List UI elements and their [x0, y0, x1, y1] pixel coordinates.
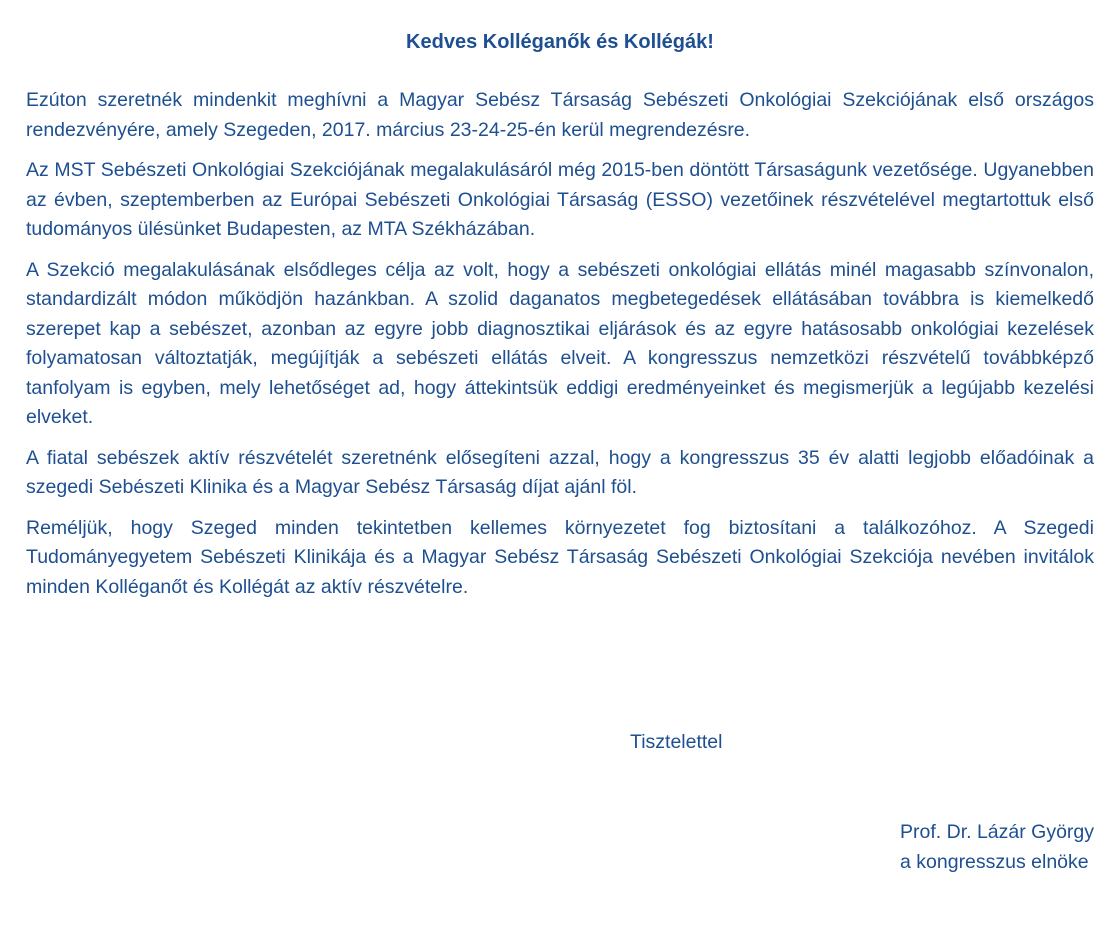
letter-greeting: Kedves Kolléganők és Kollégák!: [406, 31, 714, 53]
letter-paragraph-goals: A Szekció megalakulásának elsődleges célja az volt, hogy a sebészeti onkológiai ellátás minél magasabb színvonalon, standardizált módon működjön hazánkban. A szolid daganatos megbetegedések ellátásában továbbra is kiemelkedő szerepet kap a sebészet, azonban az egyre jobb diagnosztikai eljárások és az egyre hatásosabb onkológiai kezelések folyamatosan változtatják, megújítják a sebészeti ellátás elveit. A kongresszus nemzetközi részvételű továbbképző tanfolyam is egyben, mely lehetőséget ad, hogy áttekintsük eddigi eredményeinket és megismerjük a legújabb kezelési elveket.: [26, 258, 1094, 428]
signature-name: Prof. Dr. Lázár György: [900, 821, 1094, 843]
letter-paragraph-history: Az MST Sebészeti Onkológiai Szekciójának megalakulásáról még 2015-ben döntött Társaságunk vezetősége. Ugyanebben az évben, szeptemberben az Európai Sebészeti Onkológiai Társaság (ESSO) vezetőinek részvételével megtartottuk első tudományos ülésünket Budapesten, az MTA Székházában.: [26, 159, 1094, 240]
letter-signature: [900, 818, 1094, 877]
letter-paragraph-young-surgeons: A fiatal sebészek aktív részvételét szeretnénk elősegíteni azzal, hogy a kongresszus 35 év alatti legjobb előadóinak a szegedi Sebészeti Klinika és a Magyar Sebész Társaság díjat ajánl föl.: [26, 446, 1094, 498]
letter-paragraph-invitation-closing: Reméljük, hogy Szeged minden tekintetben kellemes környezetet fog biztosítani a találkozóhoz. A Szegedi Tudományegyetem Sebészeti Klinikája és a Magyar Sebész Társaság Sebészeti Onkológiai Szekciója nevében invitálok minden Kolléganőt és Kollégát az aktív részvételre.: [26, 516, 1094, 598]
letter-closing: Tisztelettel: [630, 731, 723, 753]
invitation-letter: [26, 28, 1094, 613]
letter-paragraph-invitation: Ezúton szeretnék mindenkit meghívni a Magyar Sebész Társaság Sebészeti Onkológiai Szekciójának első országos rendezvényére, amely Szegeden, 2017. március 23-24-25-én kerül megrendezésre.: [26, 89, 1094, 141]
signature-title: a kongresszus elnöke: [900, 850, 1089, 873]
